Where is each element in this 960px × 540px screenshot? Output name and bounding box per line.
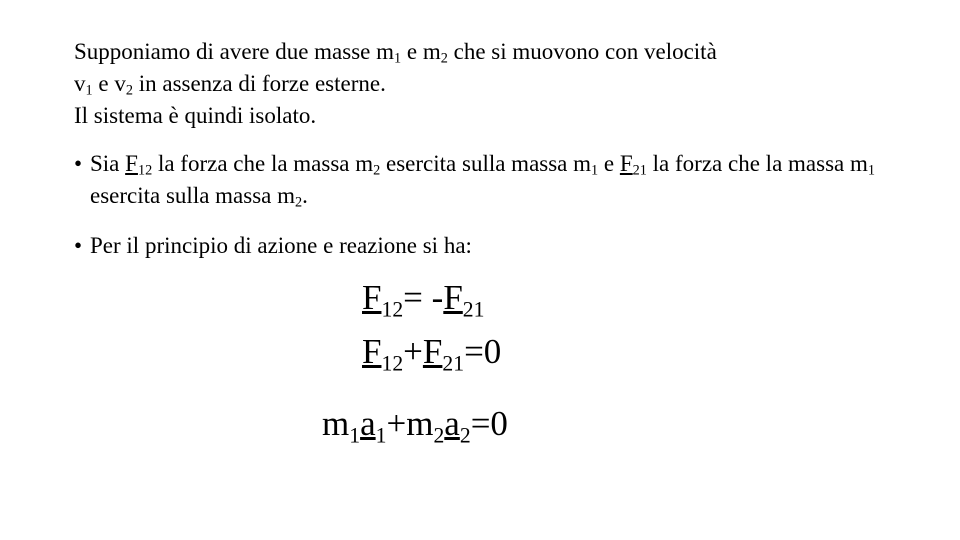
intro-line-2 — [74, 68, 934, 100]
bullet-text-part: esercita sulla massa m — [380, 151, 592, 176]
bullet-dot: • — [74, 233, 83, 258]
bullet-list — [74, 148, 934, 262]
bullet-text-part: la forza che la massa m — [152, 151, 374, 176]
vector-f: F — [125, 151, 138, 176]
bullet-item-principle — [74, 230, 934, 262]
equation-operator: =0 — [470, 404, 508, 443]
subscript: 1 — [85, 82, 93, 99]
subscript: 2 — [373, 162, 381, 179]
subscript: 2 — [433, 423, 445, 448]
equation-1 — [362, 278, 485, 322]
equation-operator: = - — [403, 278, 444, 317]
intro-text: e m — [401, 39, 441, 64]
subscript: 1 — [867, 162, 875, 179]
mass-m: m — [322, 404, 350, 443]
bullet-text — [90, 148, 934, 212]
equation-operator: + — [386, 404, 407, 443]
vector-f: F — [362, 278, 382, 317]
vector-f: F — [362, 332, 382, 371]
subscript: 12 — [137, 162, 153, 179]
subscript: 1 — [349, 423, 361, 448]
subscript: 2 — [440, 50, 448, 67]
vector-a: a — [444, 404, 460, 443]
bullet-text: Per il principio di azione e reazione si ha: — [90, 233, 472, 258]
bullet-text-part: Sia — [90, 151, 126, 176]
subscript: 1 — [591, 162, 599, 179]
subscript: 2 — [459, 423, 471, 448]
equation-3 — [322, 404, 508, 448]
subscript: 21 — [632, 162, 647, 179]
bullet-text-part: esercita sulla massa m — [90, 183, 296, 208]
intro-text: e v — [92, 71, 126, 96]
vector-f: F — [422, 332, 443, 371]
mass-m: m — [406, 404, 434, 443]
intro-line-1 — [74, 36, 934, 68]
equation-2 — [362, 332, 502, 376]
bullet-item-forces — [74, 148, 934, 212]
vector-f: F — [443, 278, 463, 317]
subscript: 1 — [394, 50, 402, 67]
intro-line-3: Il sistema è quindi isolato. — [74, 103, 317, 128]
intro-text: in assenza di forze esterne. — [132, 71, 386, 96]
subscript: 2 — [295, 194, 303, 211]
bullet-text-part: la forza che la massa m — [646, 151, 868, 176]
bullet-text-part: . — [302, 183, 308, 208]
bullet-text-part: e — [598, 151, 620, 176]
intro-text: Supponiamo di avere due masse m — [74, 39, 395, 64]
equation-operator: + — [403, 332, 423, 371]
subscript: 21 — [442, 351, 465, 376]
subscript: 1 — [375, 423, 387, 448]
vector-a: a — [360, 404, 376, 443]
subscript: 12 — [381, 351, 404, 376]
bullet-dot: • — [74, 151, 83, 176]
subscript: 21 — [462, 297, 485, 322]
subscript: 12 — [381, 297, 404, 322]
intro-text: v — [74, 71, 86, 96]
equation-operator: =0 — [464, 332, 502, 371]
intro-text: che si muovono con velocità — [447, 39, 717, 64]
subscript: 2 — [125, 82, 133, 99]
vector-f: F — [619, 151, 633, 176]
intro-paragraph — [74, 36, 934, 132]
